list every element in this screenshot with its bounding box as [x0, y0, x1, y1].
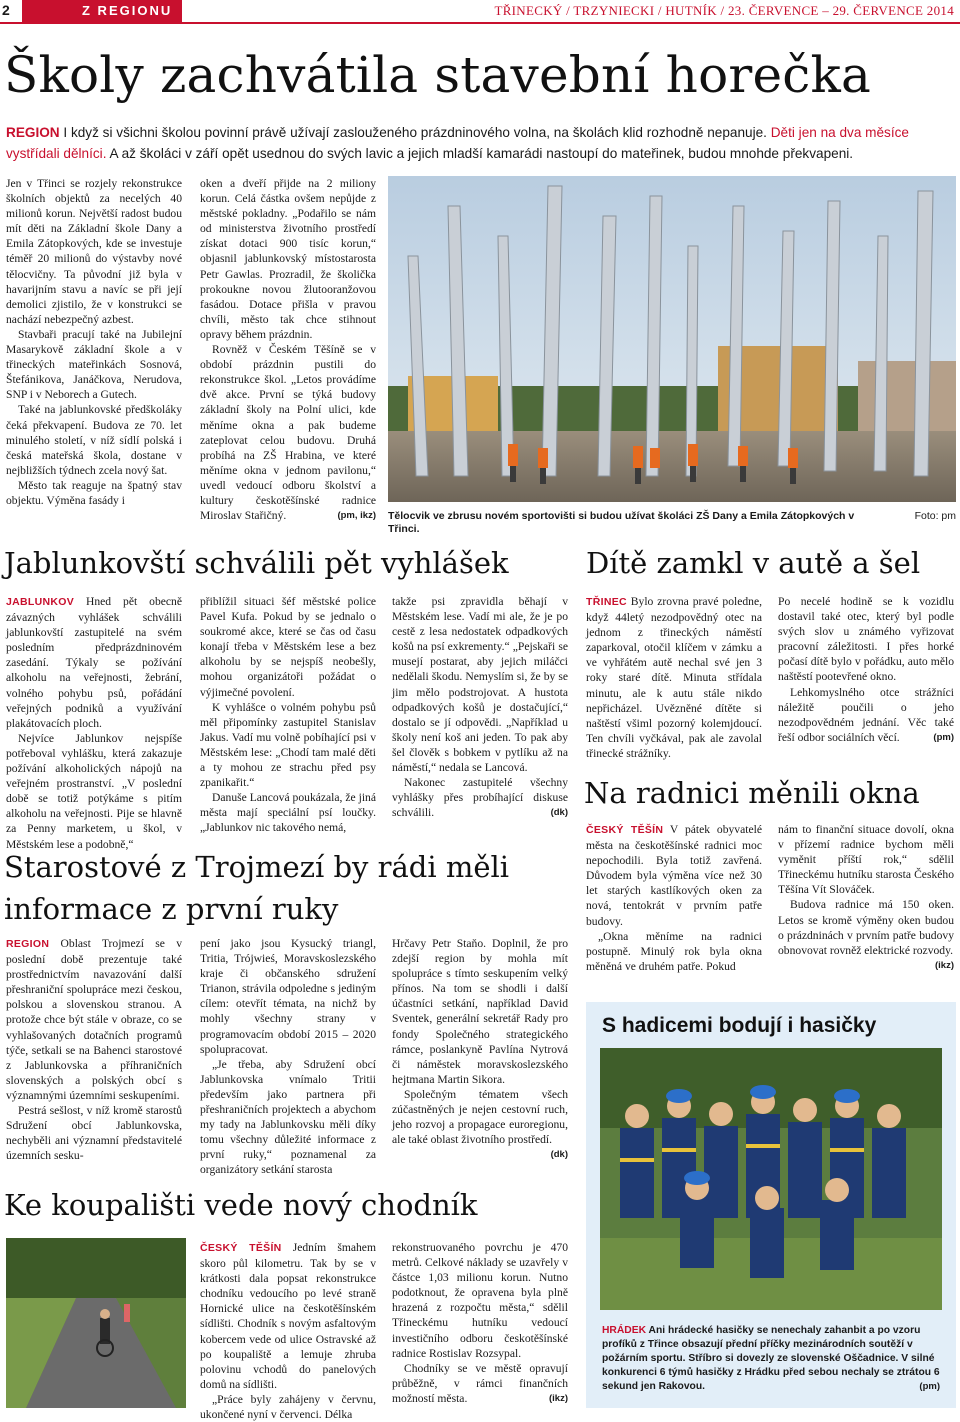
- paragraph: [392, 1361, 568, 1406]
- signature: (pm, ikz): [337, 510, 376, 522]
- jablunkov-headline: Jablunkovští schválili pět vyhlášek: [4, 546, 509, 580]
- paragraph: [392, 1087, 568, 1161]
- paragraph: pení jako jsou Kysucký triangl, Tritia, Trójwieś, Moravskoslezského kraje či občanského sdružení Trianon, strávila odpoledne s jediným cílem: otevřít témata, na nichž by mohly všechny strany v programovacím období 2015 – 2020 spolupracovat.: [200, 937, 376, 1056]
- paragraph: takže psi zpravidla běhají v Městském lese. Vadí mi ale, že je po cestě z lesa nedostatek odpadkových košů na psí exkrementy.“ „Pejskaři se musejí postarat, aby jejich miláčci nedělali škodu. Nemyslím si, že by se jim mělo podstrojovat. A hustota odpadkových košů je dostačující,“ dostalo se jí odpovědi. „Například u školy není koš ani jeden. To pak aby šel člověk s bobkem v pytlíku až na náměstí,“ nedala se Lancová.: [392, 595, 568, 775]
- trojmezi-headline: [4, 846, 509, 930]
- lead-perex-highlight: Děti jen na dva měsíce vystřídali dělníci.: [6, 125, 909, 161]
- paragraph-text: Budova radnice má 150 oken. Letos se kromě výměny oken budou o prázdninách v prvním patře budovy obnovovat rovněž elektrické rozvody.: [778, 898, 954, 957]
- trojmezi-headline-line1: Starostové z Trojmezí by rádi měli: [4, 850, 510, 884]
- hasici-headline: S hadicemi bodují i hasičky: [602, 1014, 877, 1037]
- paragraph: Město tak reaguje na špatný stav objektu. Výměna fasády i: [6, 478, 182, 507]
- paragraph: K vyhlášce o volném pohybu psů měl připomínky zastupitel Stanislav Jakus. Vadí mu volně pobíhající psi v Městském lese: „Chodí tam malé děti a ty mohou ze strachu před psy zpanikařit.“: [200, 700, 376, 790]
- trojmezi-col-2: [200, 936, 376, 1178]
- child-col-2: [778, 594, 954, 745]
- radnice-col-2: [778, 822, 954, 973]
- paragraph: Hrčavy Petr Staňo. Doplnil, že pro zdejší region by mohla mít spolupráce s tímto seskupením velký přínos. Na tom se shodli i další účastníci setkání, například David Sventek, generální sekretář Rady pro fondy Společného strategického rámce, poslankyně Pavlína Nytrová či náměstek moravskoslezského hejtmana Martin Sikora.: [392, 937, 568, 1086]
- chodnik-col-1: [200, 1240, 376, 1422]
- paragraph: [200, 342, 376, 523]
- lead-kicker: REGION: [6, 125, 60, 140]
- signature: (dk): [550, 1149, 568, 1161]
- paragraph: [586, 822, 762, 929]
- lead-perex-a: I když si všichni školou povinní právě užívají zaslouženého prázdninového volna, na školách klid rozhodně nepanuje.: [59, 125, 771, 140]
- section-badge: [22, 0, 182, 22]
- paragraph-text: Jedním šmahem skoro půl kilometru. Tak by se v krátkosti dala popsat rekonstrukce chodníku vedoucího po levé straně Hornické ulice na českotěšínském sídlišti. Chodník s novým asfaltovým kobercem vede od ulice Ostravské až po koupaliště a lemuje zhruba polovinu vchodů do panelových domů na sídlišti.: [200, 1241, 376, 1391]
- jablunkov-col-2: [200, 594, 376, 836]
- section-label: Z REGIONU: [82, 3, 173, 18]
- lead-headline: Školy zachvátila stavební horečka: [4, 46, 871, 104]
- lead-perex: [6, 122, 954, 164]
- paragraph-text: V pátek obyvatelé města na českotěšínské radnici moc nepochodili. Byla totiž zavřená. Důvodem byla výměna více než 30 let starých kastlíkových oken za nová, tentokrát v prvním patře budovy.: [586, 823, 762, 928]
- paragraph: oken a dveří přijde na 2 miliony korun. Celá částka ovšem nepůjde z městské pokladny. „Podařilo se nám od ministerstva životního prostředí získat dotaci 900 tisíc korun,“ objasnil jablunkovský místostarosta Petr Gawlas. Prozradil, že školička prokoukne novou žlutooranžovou fasádou. Dotace přišla v pravou chvíli, město tak chce stihnout opravy během prázdnin.: [200, 177, 376, 341]
- firefighters-photo: [600, 1048, 942, 1310]
- paragraph: [392, 775, 568, 820]
- lead-photo-caption: [388, 510, 888, 536]
- child-kicker: TŘINEC: [586, 596, 627, 608]
- signature: (ikz): [935, 959, 954, 971]
- paragraph: „Okna měníme na radnici postupně. Minulý rok byla okna měněná ve druhém patře. Pokud: [586, 929, 762, 973]
- edition-line: TŘINECKÝ / TRZYNIECKI / HUTNÍK / 23. ČERVENCE – 29. ČERVENCE 2014: [494, 3, 954, 18]
- paragraph: [6, 936, 182, 1103]
- paragraph: rekonstruovaného povrchu je 470 metrů. Celkové náklady se uzavřely v částce 1,03 milionu korun. Nutno podotknout, že opravena byla plně hrazená z rozpočtu města,“ sdělil Třineckému hutníku vedoucí investičního odboru českotěšínské radnice Rostislav Rozsypal.: [392, 1241, 568, 1360]
- paragraph: [778, 897, 954, 971]
- paragraph: přiblížil situaci šéf městské police Pavel Kufa. Pokud by se jednalo o soukromé akce, které se čas od času konají třeba v Městském lese a bez alkoholu by se nejspíš neobešly, mohou organizátoři požádat o výjimečné povolení.: [200, 595, 376, 699]
- trojmezi-col-1: [6, 936, 182, 1163]
- paragraph-text: Nakonec zastupitelé všechny vyhlášky přes probíhající diskuse schválili.: [392, 776, 568, 820]
- construction-photo: [388, 176, 956, 502]
- paragraph: Stavbaři pracují také na Jubilejní Masarykově základní škole a v třineckých mateřinkách Sosnová, Štefánikova, Janáčkova, Nerudova, SNP i v Neborech a Gutech.: [6, 327, 182, 402]
- paragraph: Jen v Třinci se rozjely rekonstrukce školních objektů za necelých 40 milionů korun. Největší radost budou mít děti na Základní škole Dany a Emila Zátopkových, kde se investuje téměř 20 milionů do výstavby nové tělocvičny. Ta původní již byla v havarijním stavu a navíc se při její demolici zjistilo, že v konstrukci se nachází nebezpečný azbest.: [6, 177, 182, 326]
- paragraph-text: Rovněž v Českém Těšíně se v období prázdnin pustili do rekonstrukce škol. „Letos provádíme dvě akce. První se týká budovy základní školy na Polní ulici, kde měníme okna a pak budeme zateplovat celou budovu. Druhá probíhá na ZŠ Hrabina, ve které měníme okna v jednom pavilonu,“ uvedl vedoucí odboru školství a kultury českotěšínské radnice Miroslav Stařičný.: [200, 343, 376, 523]
- hasici-caption: [602, 1324, 940, 1394]
- signature: (dk): [550, 807, 568, 819]
- caption-text: Tělocvik ve zbrusu novém sportovišti si budou užívat školáci ZŠ Dany a Emila Zátopkových v Třinci.: [388, 510, 855, 535]
- trojmezi-kicker: REGION: [6, 938, 50, 950]
- construction-photo-graphic: [388, 176, 956, 502]
- jablunkov-col-1: [6, 594, 182, 852]
- footpath-photo: [6, 1238, 186, 1408]
- footpath-photo-graphic: [6, 1238, 186, 1408]
- header-rule: [0, 22, 960, 24]
- child-headline: Dítě zamkl v autě a šel: [586, 546, 921, 580]
- paragraph: Nejvíce Jablunkov nejspíše potřeboval vyhlášku, která zakazuje požívání alkoholických nápojů na veřejném prostranství. „V poslední době se totiž potýkáme s pitím alkoholu na veřejnosti. Pije se hlavně za Penny marketem, u škol, v Městském lese a podobně,“: [6, 731, 182, 851]
- jablunkov-col-3: [392, 594, 568, 820]
- paragraph: „Je třeba, aby Sdružení obcí Jablunkovska vnímalo Tritii především jako partnera při přeshraničních projektech a abychom my tady na Jablunkovsku měli díky tomu všechny důležité informace z první ruky,“ poznamenal za organizátory setkání starosta: [200, 1057, 376, 1177]
- chodnik-kicker: ČESKÝ TĚŠÍN: [200, 1242, 282, 1254]
- paragraph: [586, 594, 762, 761]
- lead-photo-credit: Foto: pm: [914, 510, 956, 522]
- jablunkov-kicker: JABLUNKOV: [6, 596, 75, 608]
- lead-col-2: [200, 176, 376, 523]
- child-col-1: [586, 594, 762, 761]
- chodnik-col-2: [392, 1240, 568, 1406]
- lead-col-1: [6, 176, 182, 508]
- chodnik-headline: Ke koupališti vede nový chodník: [4, 1188, 478, 1222]
- paragraph: [6, 594, 182, 731]
- signature: (pm): [919, 1381, 940, 1392]
- trojmezi-col-3: [392, 936, 568, 1162]
- paragraph-text: Hned pět obecně závazných vyhlášek schválili jablunkovští zastupitelé na svém posledním předprázdninovém zasedání. Týkaly se požívání alkoholu na veřejnosti, žebrání, volného pohybu psů, pořádání veřejných podniků a využívání plakátovacích ploch.: [6, 595, 182, 730]
- page-header: [0, 0, 960, 24]
- firefighters-photo-graphic: [600, 1048, 942, 1310]
- paragraph: nám to finanční situace dovolí, okna v přízemí radnice bychom měli vyměnit příští rok,“ sdělil Třineckému hutníku starosta Českého Těšína Vít Slováček.: [778, 823, 954, 897]
- signature: (ikz): [549, 1392, 568, 1404]
- paragraph-text: Chodníky se ve městě opravují průběžně, v rámci finančních možností města.: [392, 1361, 568, 1405]
- hasici-kicker: HRÁDEK: [602, 1325, 647, 1336]
- caption-text: Ani hrádecké hasičky se nenechaly zahanbit a po vzoru profíků z Třince obsazují přední příčky mezinárodních soutěží v požárním sportu. Stříbro si dovezly ze slovenské Oščadnice. V silné konkurenci 6 týmů hasičky z Hrádku před sebou nechaly se ztrátou 6 sekund jen Rakovou.: [602, 1325, 940, 1392]
- paragraph: Danuše Lancová poukázala, že jiná města mají speciální psí loučky. „Jablunkov nic takového nemá,: [200, 791, 376, 835]
- lead-perex-b: A až školáci v září opět usednou do svých lavic a jejich mladší kamarádi nastoupí do mateřinek, budou mnohde překvapeni.: [106, 146, 854, 161]
- paragraph-text: Oblast Trojmezí se v poslední době prezentuje také prostřednictvím navazování další přeshraniční spolupráce mezi českou, polskou a slovenskou stranou. A protože chce být stále v obraze, co se vyhlašovaných dotačních programů týče, setkali se na Bahenci starostové z Jablunkovska a příhraničních slovenských a polských obcí s významnými územními seskupeními.: [6, 937, 182, 1102]
- paragraph: [778, 685, 954, 745]
- radnice-kicker: ČESKÝ TĚŠÍN: [586, 824, 664, 836]
- paragraph: „Práce byly zahájeny v červnu, ukončené nyní v červenci. Délka: [200, 1392, 376, 1422]
- trojmezi-headline-line2: informace z první ruky: [4, 892, 339, 926]
- paragraph-text: Lehkomyslného otce strážníci náležitě poučili o jeho nezodpovědném jednání. Věc také řeší odbor sociálních věcí.: [778, 685, 954, 744]
- paragraph: Také na jablunkovské předškoláky čeká překvapení. Budova ze 70. let minulého století, v níž sídlí polská i česká mateřská škola, dostane v nejbližších týdnech zcela nový šat.: [6, 403, 182, 477]
- paragraph-text: Bylo zrovna pravé poledne, když 44letý nezodpovědný otec na jednom z třineckých náměstí zaparkoval, otočil klíčem v zámku a ve vyhřátém autě nechal své jen 3 roky staré dítě. Minuta střídala minutu, ale k autu stále nikdo nepřicházel. Uvězněné dítěte si naštěstí všiml pozorný kolemjdoucí. Ten chvíli vyčkával, pak ale zavolal třinecké strážníky.: [586, 595, 762, 760]
- radnice-col-1: [586, 822, 762, 974]
- hasici-box: [586, 1002, 956, 1408]
- radnice-headline: Na radnici měnili okna: [584, 776, 920, 810]
- paragraph-text: Společným tématem všech zúčastněných je nejen cestovní ruch, jeho rozvoj a propagace euroregionu, ale také oblast životního prostředí.: [392, 1087, 568, 1147]
- page-number: 2: [2, 2, 10, 18]
- paragraph: Po necelé hodině se k vozidlu dostavil také otec, který byl podle svých slov u známého vyřizovat pracovní záležitosti. I přes horké počasí dítě bylo v pořádku, auto mělo naštěstí pootevřené okno.: [778, 595, 954, 684]
- paragraph: [200, 1240, 376, 1392]
- signature: (pm): [933, 731, 954, 743]
- paragraph: Pestrá sešlost, v níž kromě starostů Sdružení obcí Jablunkovska, nechyběli ani významní představitelé územních sesku-: [6, 1104, 182, 1163]
